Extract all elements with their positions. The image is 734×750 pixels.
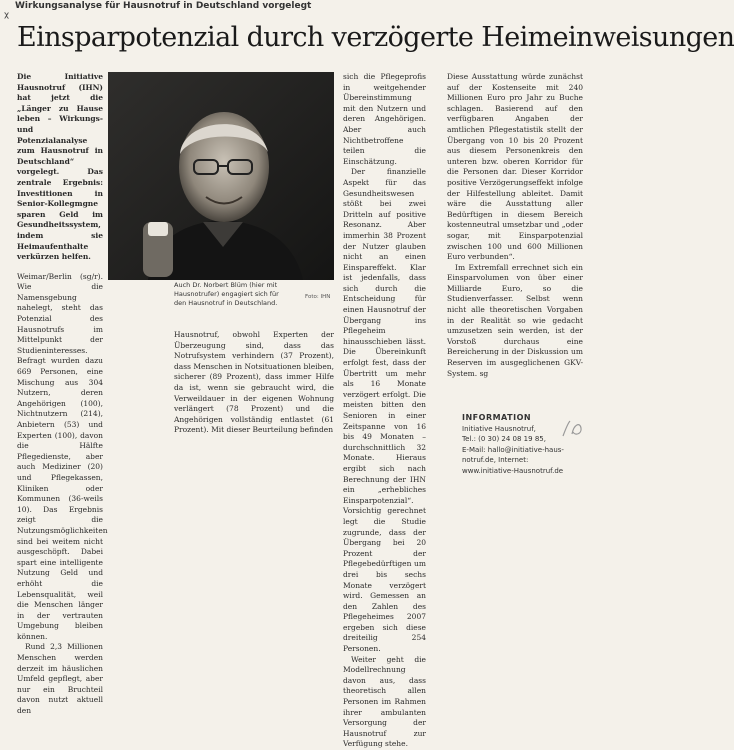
article-column-1 [17,72,108,717]
article-paragraph: Im Extremfall errechnet sich ein Einsparvolumen von über einer Milliarde Euro, so die Studienverfasser. Selbst wenn nicht alle theoretischen Vorgaben in der Realität so wie gedacht umzusetzen sein werden, ist der Vorstoß durchaus eine Bereicherung in der Diskussion um Reserven im ausgeglichenen GKV-System. sg [447,262,583,378]
info-line: notruf.de, Internet: [462,456,529,465]
article-lead: Die Initiative Hausnotruf (IHN) hat jetzt die „Länger zu Hause leben – Wirkungs- und Potenzialanalyse zum Hausnotruf in Deutschland“ vorgelegt. Das zentrale Ergebnis: Investitionen in Senior-Kollegmgne sparen Geld im Gesundheitssystem, indem sie Heimaufenthalte verkürzen helfen. [17,72,103,262]
article-paragraph: Weiter geht die Modellrechnung davon aus, dass theoretisch allen Personen im Rahmen ihrer ambulanten Versorgung der Hausnotruf zur Verfügung stehe. [343,654,426,749]
author-signature: sg [479,368,489,378]
photo-caption: Auch Dr. Norbert Blüm (hier mit Hausnotrufer) engagiert sich für den Hausnotruf in Deutschland. [174,281,279,307]
info-line: www.initiative-Hausnotruf.de [462,466,564,475]
info-line: Tel.: (0 30) 24 08 19 85, [462,435,546,444]
article-paragraph: sich die Pflegeprofis in weitgehender Übereinstimmung mit den Nutzern und deren Angehörigen. Aber auch Nichtbetroffene teilen die Einschätzung. [343,72,426,166]
pen-mark-icon: ᵪ [4,5,10,21]
info-line: Initiative Hausnotruf, [462,425,536,433]
photo-credit: Foto: IHN [305,294,331,300]
article-column-4 [447,72,583,379]
article-paragraph: Der finanzielle Aspekt für das Gesundheitswesen stößt bei zwei Dritteln auf positive Resonanz. Aber immerhin 38 Prozent der Nutzer glauben nicht an einen Einspareffekt. Klar ist jedenfalls, dass sich durch die Entscheidung für einen Hausnotruf der Übergang ins Pflegeheim hinausschieben lässt. Die Übereinkunft erfolgt fest, dass der Übertritt um mehr als 16 Monate verzögert erfolgt. Die meisten bitten den Senioren in einer Zeitspanne von 16 bis 49 Monaten – durchschnittlich 32 Monate. Hieraus ergibt sich nach Berechnung der IHN ein „erhebliches Einsparpotenzial“. Vorsichtig gerechnet legt die Studie zugrunde, dass der Übergang bei 20 Prozent der Pflegebedürftigen um drei bis sechs Monate verzögert wird. Gemessen an den Zahlen des Pflegeheimes 2007 ergeben sich diese dreiteilig 254 Personen. [343,167,426,654]
article-paragraph: Weimar/Berlin (sg/r). Wie die Namensgebung nahelegt, steht das Potenzial des Hausnotrufs im Mittelpunkt der Studieninteresses. Befragt wurden dazu 669 Personen, eine Mischung aus 304 Nutzern, deren Angehörigen (100), Nichtnutzern (214), Anbietern (53) und Experten (100), davon die Hälfte Pflegedienste, aber auch Mediziner (20) und Pflegekassen, Kliniken oder Kommunen (36-weils 10). Das Ergebnis zeigt die Nutzungsmöglichkeiten sind bei weitem nicht ausgeschöpft. Dabei spart eine intelligente Nutzung Geld und erhöht die Lebensqualität, weil die Menschen länger in der vertrauten Umgebung bleiben können. [17,271,108,641]
article-kicker: Wirkungsanalyse für Hausnotruf in Deutschland vorgelegt [15,1,312,11]
article-column-2 [174,330,334,436]
article-paragraph: Diese Ausstattung würde zunächst auf der Kostenseite mit 240 Millionen Euro pro Jahr zu Buche schlagen. Basierend auf den verfügbaren Angaben der amtlichen Pflegestatistik stellt der Übergang von 10 bis 20 Prozent aus diesem Personenkreis den unteren bzw. oberen Korridor für die Personen dar. Dieser Korridor positive Verzögerungseffekt infolge der Hilfestellung ableitet. Damit wäre die Ausstattung aller Bedürftigen in diesem Bereich kostenneutral umsetzbar und „oder sogar, mit Einsparpotenzial zwischen 100 und 600 Millionen Euro verbunden“. [447,72,583,262]
info-box-title: INFORMATION [462,413,532,422]
portrait-photo [108,72,334,280]
info-line: E-Mail: hallo@initiative-haus- [462,445,564,454]
handwritten-mark-icon [560,418,584,440]
article-paragraph: Rund 2,3 Millionen Menschen werden derzeit im häuslichen Umfeld gepflegt, aber nur ein Bruchteil davon nutzt aktuell den [17,642,103,716]
article-headline: Einsparpotenzial durch verzögerte Heimeinweisungen [17,22,734,53]
article-column-3 [343,72,426,750]
article-paragraph: Hausnotruf, obwohl Experten der Überzeugung sind, dass das Notrufsystem verhindern (37 Prozent), dass Menschen in Notsituationen bleiben, sicherer (89 Prozent), dass immer Hilfe da ist, wenn sie gebraucht wird, die Verweildauer in der eigenen Wohnung verlängert (78 Prozent) und die Angehörigen vollständig entlastet (61 Prozent). Mit dieser Beurteilung befinden [174,330,335,435]
